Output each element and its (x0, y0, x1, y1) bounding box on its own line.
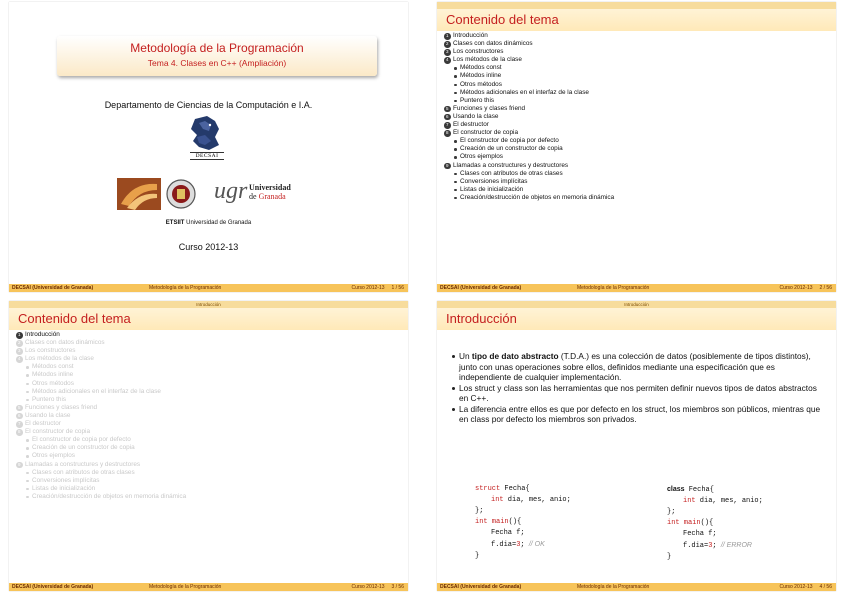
code-line: Fecha f; (683, 530, 717, 538)
toc-subsection[interactable]: Métodos inline (16, 371, 404, 379)
university-name (249, 183, 291, 201)
code-text: Fecha{ (500, 485, 530, 493)
code-line: Fecha f; (491, 529, 525, 537)
toc-section-label: Funciones y clases friend (453, 104, 526, 112)
toc-section-label: Funciones y clases friend (25, 403, 98, 411)
toc-section[interactable] (444, 48, 832, 56)
footer-left: DECSAI (Universidad de Granada) (12, 285, 94, 291)
toc-section-number: 1 (445, 33, 449, 38)
toc-section-label: El destructor (453, 121, 489, 129)
toc-subsection[interactable]: Creación/destrucción de objetos en memoria dinámica (16, 493, 404, 501)
toc-subsection[interactable]: Métodos adicionales en el interfaz de la clase (16, 388, 404, 396)
university-line2-prefix: de (249, 192, 259, 201)
footer-page: 4 / 56 (819, 584, 832, 590)
code-keyword: int (667, 519, 680, 527)
etsiit-bold: ETSIIT (165, 220, 185, 226)
course-year: Curso 2012-13 (178, 242, 239, 252)
decsai-label: DECSAI (190, 152, 224, 160)
code-number: 3 (708, 542, 713, 550)
toc-subsection[interactable]: Métodos const (16, 363, 404, 371)
code-line: }; (475, 507, 484, 515)
footer-page: 1 / 56 (391, 285, 404, 291)
toc-section[interactable] (16, 404, 404, 412)
toc-subsection[interactable]: Creación de un constructor de copia (16, 444, 404, 452)
toc-section[interactable] (444, 105, 832, 113)
footer-page: 3 / 56 (391, 584, 404, 590)
slide-header: Introducción (437, 308, 836, 330)
toc-section-label: El destructor (25, 420, 61, 428)
toc-subsection[interactable]: Clases con atributos de otras clases (16, 469, 404, 477)
slide-header: Contenido del tema (9, 308, 408, 330)
toc-section-label: Usando la clase (25, 411, 71, 419)
toc-subsection[interactable]: Puntero this (16, 396, 404, 404)
footer-middle: Metodología de la Programación (577, 584, 650, 590)
toc-section-label: Introducción (453, 32, 488, 39)
title-box (57, 36, 377, 76)
toc-section[interactable] (16, 331, 404, 339)
university-line2-name: Granada (258, 192, 286, 201)
toc-section-number: 6 (17, 412, 21, 418)
code-text: f.dia= (491, 541, 517, 549)
top-bar-section-label: Introducción (9, 301, 408, 308)
footer-right (779, 284, 832, 292)
toc-section-label: Clases con datos dinámicos (25, 339, 105, 347)
code-comment: // ERROR (720, 542, 752, 549)
toc-section-label: Clases con datos dinámicos (453, 40, 533, 48)
toc-section-label: Usando la clase (453, 112, 499, 120)
toc-subsection[interactable]: El constructor de copia por defecto (16, 436, 404, 444)
decsai-dragon-logo-icon (185, 115, 223, 151)
ugr-wordmark: ugr (214, 178, 248, 204)
code-text: dia, mes, anio; (695, 497, 763, 505)
bullet-struct-class: Los struct y class son las herramientas que nos permiten definir nuevos tipos de datos abstractos en C++. (451, 383, 826, 404)
footer-course: Curso 2012-13 (779, 285, 813, 291)
toc-subsection[interactable]: Listas de inicialización (444, 186, 832, 194)
toc-section[interactable] (16, 420, 404, 428)
toc-section-label: Llamadas a constructures y destructores (453, 161, 569, 169)
footer-left: DECSAI (Universidad de Granada) (440, 285, 522, 291)
etsiit-rest: Universidad de Granada (184, 220, 252, 226)
toc-section[interactable] (16, 428, 404, 436)
toc-section-number: 4 (17, 356, 21, 362)
toc-section-number: 5 (445, 105, 449, 111)
code-number: 3 (516, 541, 521, 549)
toc-subsection[interactable]: Otros métodos (16, 380, 404, 388)
toc-section[interactable] (16, 347, 404, 355)
code-function: main (487, 518, 509, 526)
code-keyword: class (667, 486, 685, 493)
toc-section[interactable] (16, 355, 404, 363)
toc-section-number: 3 (17, 348, 21, 354)
toc-section-number: 9 (445, 162, 449, 168)
bullet-tda-post: (T.D.A.) es una colección de datos (posiblemente de tipos distintos), junto con unas operaciones sobre ellos, definidos mediante una especificación que es independiente de cualquier implementación. (459, 351, 811, 382)
toc-section[interactable] (444, 121, 832, 129)
toc-subsection[interactable]: Métodos adicionales en el interfaz de la clase (444, 89, 832, 97)
footer-course: Curso 2012-13 (779, 584, 813, 590)
toc-section-number: 8 (17, 429, 21, 435)
footer-right (779, 583, 832, 591)
intro-bullets (451, 351, 826, 425)
toc-section[interactable] (444, 56, 832, 64)
code-keyword: int (491, 496, 504, 504)
bullet-difference: La diferencia entre ellos es que por defecto en los struct, los miembros son públicos, mientras que en class por defecto los miembros son privados. (451, 404, 826, 425)
toc-subsection[interactable]: Conversiones implícitas (444, 178, 832, 186)
toc-section-number: 5 (17, 404, 21, 410)
code-keyword: struct (475, 485, 501, 493)
toc-section[interactable] (444, 162, 832, 170)
slide-4-intro (437, 301, 836, 591)
footer (437, 583, 836, 591)
slide-header: Contenido del tema (437, 9, 836, 31)
top-bar-section-label: Introducción (437, 301, 836, 308)
code-function: main (679, 519, 701, 527)
toc-section-number: 9 (17, 461, 21, 467)
toc-section[interactable] (16, 339, 404, 347)
code-text: dia, mes, anio; (503, 496, 571, 504)
code-text: Fecha{ (684, 486, 714, 494)
table-of-contents (444, 32, 832, 202)
code-line: } (667, 553, 672, 561)
bullet-tda-bold: tipo de dato abstracto (471, 351, 559, 361)
code-line: } (475, 552, 480, 560)
presentation-title: Metodología de la Programación (130, 41, 304, 55)
code-text: (){ (508, 518, 522, 526)
toc-section[interactable] (444, 129, 832, 137)
etsiit-line (9, 220, 408, 226)
toc-subsection[interactable]: Creación/destrucción de objetos en memoria dinámica (444, 194, 832, 202)
slide-3-toc-highlight (9, 301, 408, 591)
toc-subsection[interactable]: Puntero this (444, 97, 832, 105)
toc-section-label: Los métodos de la clase (25, 355, 94, 363)
toc-subsection[interactable]: Clases con atributos de otras clases (444, 170, 832, 178)
code-keyword: int (683, 497, 696, 505)
footer-right (351, 284, 404, 292)
toc-subsection[interactable]: Otros ejemplos (16, 452, 404, 460)
toc-subsection[interactable]: El constructor de copia por defecto (444, 137, 832, 145)
bullet-tda-pre: Un (459, 351, 472, 361)
footer (9, 583, 408, 591)
bullet-tda (451, 351, 826, 383)
toc-section-label: El constructor de copia (453, 129, 519, 137)
code-text: ; (712, 542, 721, 550)
toc-subsection[interactable]: Conversiones implícitas (16, 477, 404, 485)
toc-subsection[interactable]: Métodos inline (444, 72, 832, 80)
slide-2-toc (437, 2, 836, 292)
toc-section-number: 4 (445, 57, 449, 63)
footer-course: Curso 2012-13 (351, 285, 385, 291)
toc-subsection[interactable]: Creación de un constructor de copia (444, 145, 832, 153)
toc-section-label: El constructor de copia (25, 428, 91, 436)
footer-middle: Metodología de la Programación (149, 584, 222, 590)
toc-section-number: 7 (17, 421, 21, 427)
code-text: f.dia= (683, 542, 709, 550)
footer-right (351, 583, 404, 591)
code-class (667, 484, 763, 563)
toc-section[interactable] (16, 461, 404, 469)
code-keyword: int (475, 518, 488, 526)
toc-subsection[interactable]: Otros métodos (444, 81, 832, 89)
toc-section-number: 1 (17, 332, 21, 337)
toc-section-number: 6 (445, 113, 449, 119)
toc-section-label: Los constructores (453, 48, 504, 56)
toc-subsection[interactable]: Otros ejemplos (444, 153, 832, 161)
footer-left: DECSAI (Universidad de Granada) (440, 584, 522, 590)
toc-section[interactable] (444, 32, 832, 40)
footer-course: Curso 2012-13 (351, 584, 385, 590)
toc-section[interactable] (16, 412, 404, 420)
toc-section[interactable] (444, 40, 832, 48)
code-comment: // OK (528, 541, 545, 548)
table-of-contents-faded (16, 331, 404, 501)
presentation-subtitle: Tema 4. Clases en C++ (Ampliación) (147, 58, 287, 68)
footer (437, 284, 836, 292)
footer-middle: Metodología de la Programación (577, 285, 650, 291)
toc-section-number: 3 (445, 49, 449, 55)
code-text: ; (520, 541, 529, 549)
footer (9, 284, 408, 292)
code-struct (475, 484, 571, 562)
toc-subsection[interactable]: Listas de inicialización (16, 485, 404, 493)
top-bar (437, 2, 836, 9)
toc-section[interactable] (444, 113, 832, 121)
toc-section-number: 8 (445, 130, 449, 136)
university-line1: Universidad (249, 183, 291, 192)
toc-section-label: Los constructores (25, 347, 76, 355)
slide-1-title (9, 2, 408, 292)
toc-section-number: 2 (17, 340, 21, 346)
code-text: (){ (700, 519, 714, 527)
department-name: Departamento de Ciencias de la Computación e I.A. (104, 100, 313, 110)
code-line: }; (667, 508, 676, 516)
footer-middle: Metodología de la Programación (149, 285, 222, 291)
footer-page: 2 / 56 (819, 285, 832, 291)
toc-section-label: Introducción (25, 331, 60, 338)
toc-subsection[interactable]: Métodos const (444, 64, 832, 72)
footer-left: DECSAI (Universidad de Granada) (12, 584, 94, 590)
toc-section-label: Los métodos de la clase (453, 56, 522, 64)
toc-section-number: 2 (445, 41, 449, 47)
toc-section-label: Llamadas a constructures y destructores (25, 460, 141, 468)
toc-section-number: 7 (445, 122, 449, 128)
